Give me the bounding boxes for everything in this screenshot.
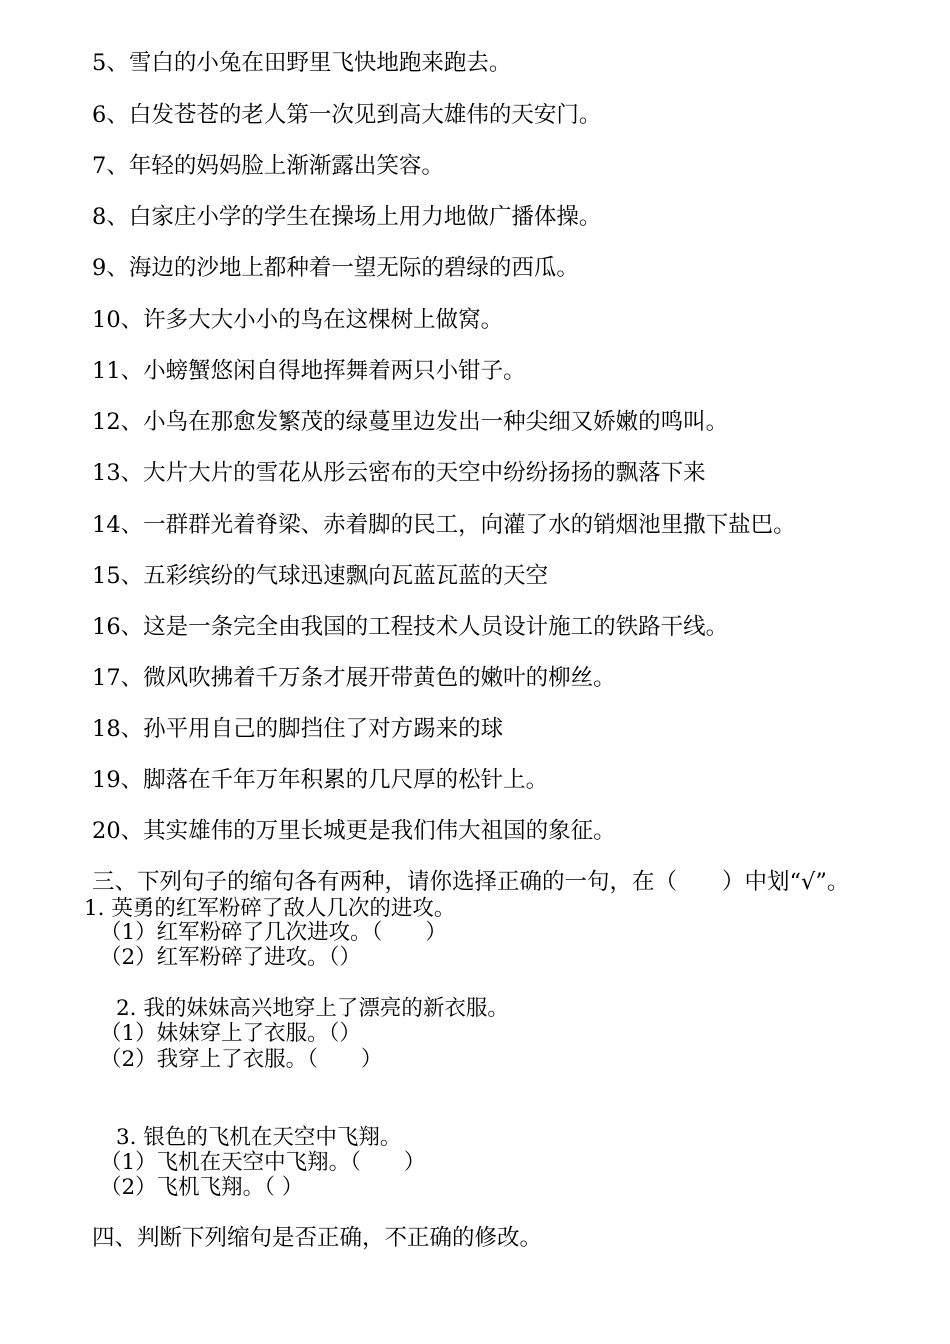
question-1-option-1[interactable]: （1）红军粉碎了几次进攻。（ ） <box>100 920 447 945</box>
sentence-item-18: 18、孙平用自己的脚挡住了对方踢来的球 <box>92 716 504 742</box>
question-3-title: 3. 银色的飞机在天空中飞翔。 <box>116 1125 402 1150</box>
sentence-item-17: 17、微风吹拂着千万条才展开带黄色的嫩叶的柳丝。 <box>92 665 616 691</box>
sentence-item-5: 5、雪白的小兔在田野里飞快地跑来跑去。 <box>92 50 512 76</box>
sentence-item-13: 13、大片大片的雪花从彤云密布的天空中纷纷扬扬的飘落下来 <box>92 460 706 486</box>
sentence-item-19: 19、脚落在千年万年积累的几尺厚的松针上。 <box>92 767 549 793</box>
sentence-item-12: 12、小鸟在那愈发繁茂的绿蔓里边发出一种尖细又娇嫩的鸣叫。 <box>92 409 729 435</box>
question-2-option-1[interactable]: （1）妹妹穿上了衣服。（） <box>100 1021 361 1046</box>
sentence-item-16: 16、这是一条完全由我国的工程技术人员设计施工的铁路干线。 <box>92 614 729 640</box>
sentence-item-14: 14、一群群光着脊梁、赤着脚的民工，向灌了水的销烟池里撒下盐巴。 <box>92 512 796 538</box>
question-1-title: 1. 英勇的红军粉碎了敌人几次的进攻。 <box>84 896 456 921</box>
sentence-item-9: 9、海边的沙地上都种着一望无际的碧绿的西瓜。 <box>92 255 579 281</box>
section-4-heading: 四、判断下列缩句是否正确，不正确的修改。 <box>92 1225 543 1251</box>
question-3-option-2[interactable]: （2）飞机飞翔。（ ） <box>100 1175 304 1200</box>
sentence-item-7: 7、年轻的妈妈脸上渐渐露出笑容。 <box>92 153 444 179</box>
question-2-title: 2. 我的妹妹高兴地穿上了漂亮的新衣服。 <box>116 996 509 1021</box>
sentence-item-11: 11、小螃蟹悠闲自得地挥舞着两只小钳子。 <box>92 358 526 384</box>
sentence-item-15: 15、五彩缤纷的气球迅速飘向瓦蓝瓦蓝的天空 <box>92 563 549 589</box>
question-1-option-2[interactable]: （2）红军粉碎了进攻。（） <box>100 945 361 970</box>
section-3-heading: 三、下列句子的缩句各有两种，请你选择正确的一句，在（ ）中划“√”。 <box>92 869 850 895</box>
sentence-item-8: 8、白家庄小学的学生在操场上用力地做广播体操。 <box>92 204 602 230</box>
sentence-item-10: 10、许多大大小小的鸟在这棵树上做窝。 <box>92 307 504 333</box>
sentence-item-20: 20、其实雄伟的万里长城更是我们伟大祖国的象征。 <box>92 818 616 844</box>
question-3-option-1[interactable]: （1）飞机在天空中飞翔。（ ） <box>100 1150 426 1175</box>
question-2-option-2[interactable]: （2）我穿上了衣服。（ ） <box>100 1047 383 1072</box>
sentence-item-6: 6、白发苍苍的老人第一次见到高大雄伟的天安门。 <box>92 102 602 128</box>
